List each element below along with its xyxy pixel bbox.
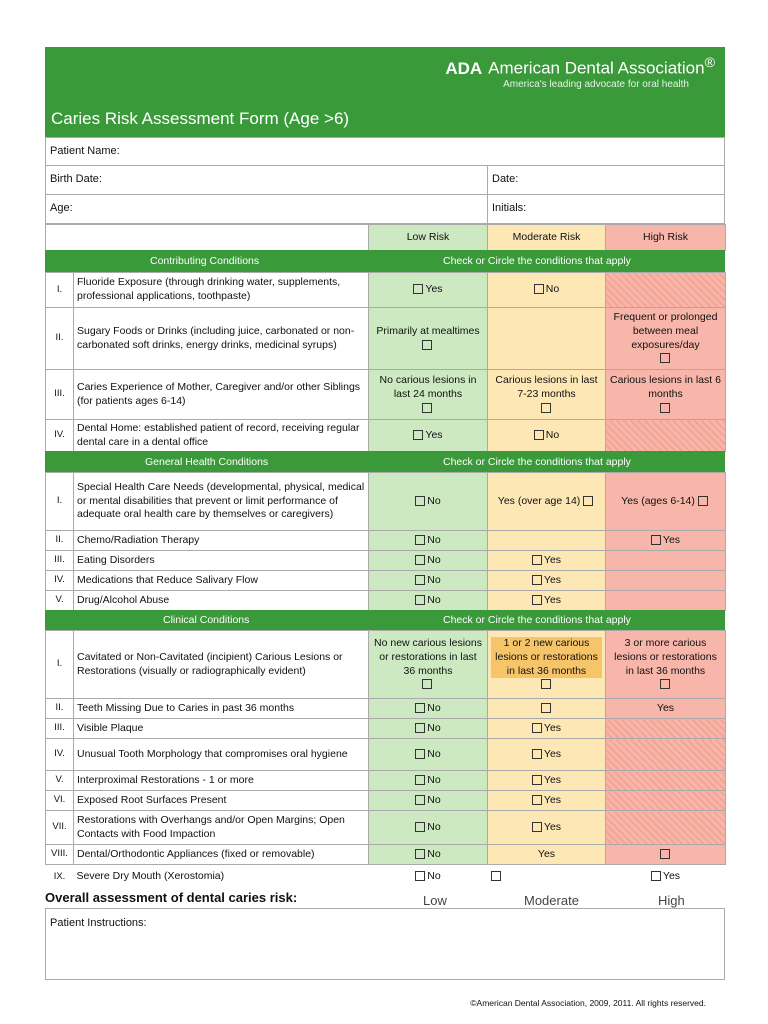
option-cell[interactable]: No bbox=[369, 811, 488, 845]
table-row: VII. Restorations with Overhangs and/or Open Margins; Open Contacts with Food Impaction No Yes bbox=[46, 811, 726, 845]
option-cell[interactable]: Frequent or prolonged between meal exposures/day bbox=[606, 308, 726, 370]
overall-high-option[interactable]: High bbox=[658, 893, 685, 908]
checkbox[interactable] bbox=[660, 403, 670, 413]
checkbox[interactable] bbox=[660, 849, 670, 859]
option-cell[interactable]: Primarily at mealtimes bbox=[369, 308, 488, 370]
age-row[interactable] bbox=[45, 195, 725, 224]
table-row: I. Fluoride Exposure (through drinking water, supplements, professional applications, toothpaste) Yes No bbox=[46, 273, 726, 308]
age-label: Age: bbox=[50, 202, 73, 214]
option-cell[interactable]: Yes (ages 6-14) bbox=[606, 473, 726, 531]
clinical-conditions-table bbox=[45, 630, 726, 889]
table-row: II. Sugary Foods or Drinks (including juice, carbonated or non-carbonated soft drinks, energy drinks, medicinal syrups) Primarily at mealtimes Frequent or prolonged between meal exposures/day bbox=[46, 308, 726, 370]
checkbox[interactable] bbox=[541, 403, 551, 413]
date-label: Date: bbox=[492, 173, 519, 185]
option-cell[interactable]: Yes bbox=[488, 591, 606, 611]
checkbox[interactable] bbox=[415, 535, 425, 545]
low-risk-heading: Low Risk bbox=[369, 225, 488, 251]
option-cell[interactable]: 1 or 2 new carious lesions or restorations in last 36 months bbox=[488, 631, 606, 699]
table-row: II. Teeth Missing Due to Caries in past 36 months No Yes bbox=[46, 699, 726, 719]
checkbox[interactable] bbox=[583, 496, 593, 506]
checkbox[interactable] bbox=[415, 795, 425, 805]
option-cell[interactable]: No bbox=[369, 551, 488, 571]
option-cell[interactable]: Carious lesions in last 6 months bbox=[606, 370, 726, 420]
table-row: IV. Medications that Reduce Salivary Flow No Yes bbox=[46, 571, 726, 591]
checkbox[interactable] bbox=[532, 775, 542, 785]
checkbox[interactable] bbox=[532, 555, 542, 565]
checkbox[interactable] bbox=[415, 575, 425, 585]
option-cell[interactable]: No bbox=[369, 739, 488, 771]
option-cell[interactable]: No bbox=[488, 420, 606, 452]
option-cell[interactable]: No carious lesions in last 24 months bbox=[369, 370, 488, 420]
option-cell[interactable]: Yes bbox=[488, 719, 606, 739]
checkbox[interactable] bbox=[698, 496, 708, 506]
checkbox[interactable] bbox=[415, 723, 425, 733]
option-cell[interactable]: No bbox=[488, 273, 606, 308]
patient-instructions-box[interactable] bbox=[45, 908, 725, 980]
option-cell[interactable]: Yes bbox=[488, 771, 606, 791]
option-cell[interactable]: Yes bbox=[369, 420, 488, 452]
option-cell[interactable]: No bbox=[369, 719, 488, 739]
patient-name-label: Patient Name: bbox=[50, 145, 120, 157]
checkbox[interactable] bbox=[413, 284, 423, 294]
moderate-risk-heading: Moderate Risk bbox=[488, 225, 606, 251]
table-row: IV. Unusual Tooth Morphology that compromises oral hygiene No Yes bbox=[46, 739, 726, 771]
checkbox[interactable] bbox=[541, 679, 551, 689]
option-cell[interactable]: No bbox=[369, 865, 488, 889]
option-cell[interactable]: Yes bbox=[488, 845, 606, 865]
checkbox[interactable] bbox=[415, 775, 425, 785]
checkbox[interactable] bbox=[532, 723, 542, 733]
table-row: III. Eating Disorders No Yes bbox=[46, 551, 726, 571]
ada-logo: ADA American Dental Association® bbox=[445, 55, 715, 78]
checkbox[interactable] bbox=[532, 595, 542, 605]
option-cell[interactable]: Yes bbox=[606, 531, 726, 551]
option-cell[interactable]: 3 or more carious lesions or restorations in last 36 months bbox=[606, 631, 726, 699]
option-cell[interactable]: Carious lesions in last 7-23 months bbox=[488, 370, 606, 420]
checkbox[interactable] bbox=[415, 703, 425, 713]
option-cell[interactable]: Yes (over age 14) bbox=[488, 473, 606, 531]
checkbox[interactable] bbox=[660, 679, 670, 689]
contributing-section-header: Contributing Conditions Check or Circle the conditions that apply bbox=[45, 250, 725, 272]
table-row: IX. Severe Dry Mouth (Xerostomia) No Yes bbox=[46, 865, 726, 889]
checkbox[interactable] bbox=[541, 703, 551, 713]
initials-label: Initials: bbox=[492, 202, 527, 214]
patient-name-row[interactable] bbox=[45, 137, 725, 166]
checkbox[interactable] bbox=[413, 430, 423, 440]
checkbox[interactable] bbox=[534, 284, 544, 294]
checkbox[interactable] bbox=[491, 871, 501, 881]
option-cell[interactable]: No new carious lesions or restorations in last 36 months bbox=[369, 631, 488, 699]
high-risk-heading: High Risk bbox=[606, 225, 726, 251]
table-row: V. Interproximal Restorations - 1 or more No Yes bbox=[46, 771, 726, 791]
table-row: III. Visible Plaque No Yes bbox=[46, 719, 726, 739]
clinical-section-header: Clinical Conditions Check or Circle the conditions that apply bbox=[45, 610, 725, 630]
option-cell[interactable] bbox=[488, 699, 606, 719]
option-cell[interactable]: No bbox=[369, 771, 488, 791]
checkbox[interactable] bbox=[415, 555, 425, 565]
risk-level-header bbox=[45, 224, 726, 251]
checkbox[interactable] bbox=[422, 340, 432, 350]
checkbox[interactable] bbox=[532, 795, 542, 805]
option-cell[interactable]: Yes bbox=[606, 699, 726, 719]
patient-instructions-label: Patient Instructions: bbox=[50, 917, 147, 929]
overall-assessment-label: Overall assessment of dental caries risk: bbox=[45, 890, 298, 905]
general-health-section-header: General Health Conditions Check or Circle the conditions that apply bbox=[45, 451, 725, 472]
overall-moderate-option[interactable]: Moderate bbox=[524, 893, 579, 908]
option-cell[interactable]: Yes bbox=[488, 551, 606, 571]
form-title: Caries Risk Assessment Form (Age >6) bbox=[51, 109, 350, 128]
checkbox[interactable] bbox=[532, 822, 542, 832]
checkbox[interactable] bbox=[415, 822, 425, 832]
table-row: I. Cavitated or Non-Cavitated (incipient) Carious Lesions or Restorations (visually or radiographically evident) No new carious lesions or restorations in last 36 months 1 or 2 new carious lesions or restorations in last 36 months 3 or more carious lesions or restorations in last 36 months bbox=[46, 631, 726, 699]
ada-tagline: America's leading advocate for oral health bbox=[503, 79, 689, 90]
general-health-table bbox=[45, 472, 726, 611]
checkbox[interactable] bbox=[651, 871, 661, 881]
table-row: V. Drug/Alcohol Abuse No Yes bbox=[46, 591, 726, 611]
option-cell[interactable]: No bbox=[369, 591, 488, 611]
overall-low-option[interactable]: Low bbox=[423, 893, 447, 908]
option-cell[interactable]: No bbox=[369, 699, 488, 719]
checkbox[interactable] bbox=[415, 849, 425, 859]
table-row: III. Caries Experience of Mother, Caregiver and/or other Siblings (for patients ages 6-14) No carious lesions in last 24 months Carious lesions in last 7-23 months Carious lesions in last 6 months bbox=[46, 370, 726, 420]
form-header bbox=[45, 47, 725, 137]
birth-date-row[interactable] bbox=[45, 166, 725, 195]
checkbox[interactable] bbox=[415, 595, 425, 605]
checkbox[interactable] bbox=[532, 749, 542, 759]
option-cell[interactable]: Yes bbox=[606, 865, 726, 889]
checkbox[interactable] bbox=[415, 749, 425, 759]
checkbox[interactable] bbox=[415, 496, 425, 506]
table-row: VIII. Dental/Orthodontic Appliances (fixed or removable) No Yes bbox=[46, 845, 726, 865]
option-cell[interactable] bbox=[488, 865, 606, 889]
option-cell[interactable]: Yes bbox=[488, 739, 606, 771]
checkbox[interactable] bbox=[415, 871, 425, 881]
option-cell[interactable]: No bbox=[369, 473, 488, 531]
birth-date-label: Birth Date: bbox=[50, 173, 102, 185]
table-row: II. Chemo/Radiation Therapy No Yes bbox=[46, 531, 726, 551]
option-cell[interactable]: Yes bbox=[488, 571, 606, 591]
table-row: VI. Exposed Root Surfaces Present No Yes bbox=[46, 791, 726, 811]
checkbox[interactable] bbox=[651, 535, 661, 545]
option-cell[interactable]: Yes bbox=[488, 811, 606, 845]
checkbox[interactable] bbox=[532, 575, 542, 585]
checkbox[interactable] bbox=[660, 353, 670, 363]
option-cell[interactable]: No bbox=[369, 791, 488, 811]
option-cell[interactable]: No bbox=[369, 531, 488, 551]
option-cell[interactable]: No bbox=[369, 845, 488, 865]
option-cell[interactable] bbox=[606, 845, 726, 865]
option-cell[interactable]: Yes bbox=[369, 273, 488, 308]
option-cell[interactable]: No bbox=[369, 571, 488, 591]
checkbox[interactable] bbox=[422, 403, 432, 413]
table-row: I. Special Health Care Needs (developmental, physical, medical or mental disabilities that prevent or limit performance of adequate oral health care by themselves or caregivers) No Yes (over age 14) Yes (ages 6-14) bbox=[46, 473, 726, 531]
table-row: IV. Dental Home: established patient of record, receiving regular dental care in a dental office Yes No bbox=[46, 420, 726, 452]
checkbox[interactable] bbox=[534, 430, 544, 440]
checkbox[interactable] bbox=[422, 679, 432, 689]
contributing-conditions-table bbox=[45, 272, 726, 452]
copyright-footer: ©American Dental Association, 2009, 2011. All rights reserved. bbox=[470, 998, 706, 1008]
option-cell[interactable]: Yes bbox=[488, 791, 606, 811]
